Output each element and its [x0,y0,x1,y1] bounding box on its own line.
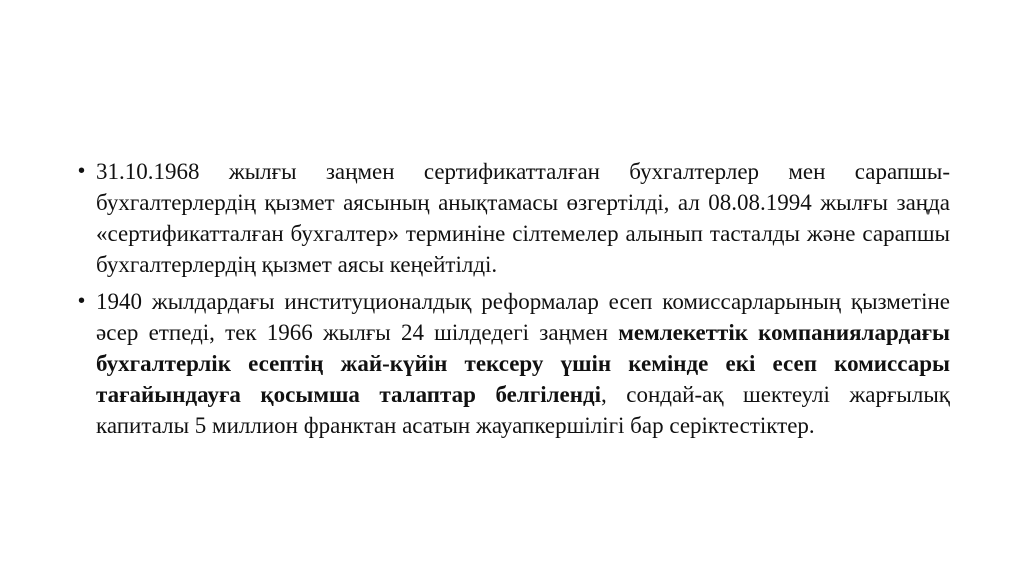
bullet-text: 31.10.1968 жылғы заңмен сертификатталған бухгалтерлер мен сарапшы-бухгалтерлердің қызмет аясының анықтамасы өзгертілді, ал 08.08.1994 жылғы заңда «сертификатталған бухгалтер» терминіне сілтемелер алынып тасталды және сарапшы бухгалтерлердің қызмет аясы кеңейтілді. [96,159,950,277]
bullet-marker: • [78,160,86,182]
bullet-text-before: 1940 жылдардағы институционалдық реформалар есеп комиссарларының қызметіне әсер етпеді, тек 1966 жылғы 24 шілдедегі заңмен [96,289,950,345]
bullet-text-after: , сондай-ақ шектеулі жарғылық капиталы 5 миллион франктан асатын жауапкершілігі бар серіктестіктер. [96,382,950,438]
bullet-item-1 [78,156,950,280]
bullet-marker: • [78,290,86,312]
bullet-list [78,156,950,447]
bullet-item-2 [78,286,950,441]
bullet-text-bold: мемлекеттік компаниялардағы бухгалтерлік есептің жай-күйін тексеру үшін кемінде екі есеп комиссары тағайындауға қосымша талаптар белгіленді [96,320,950,407]
